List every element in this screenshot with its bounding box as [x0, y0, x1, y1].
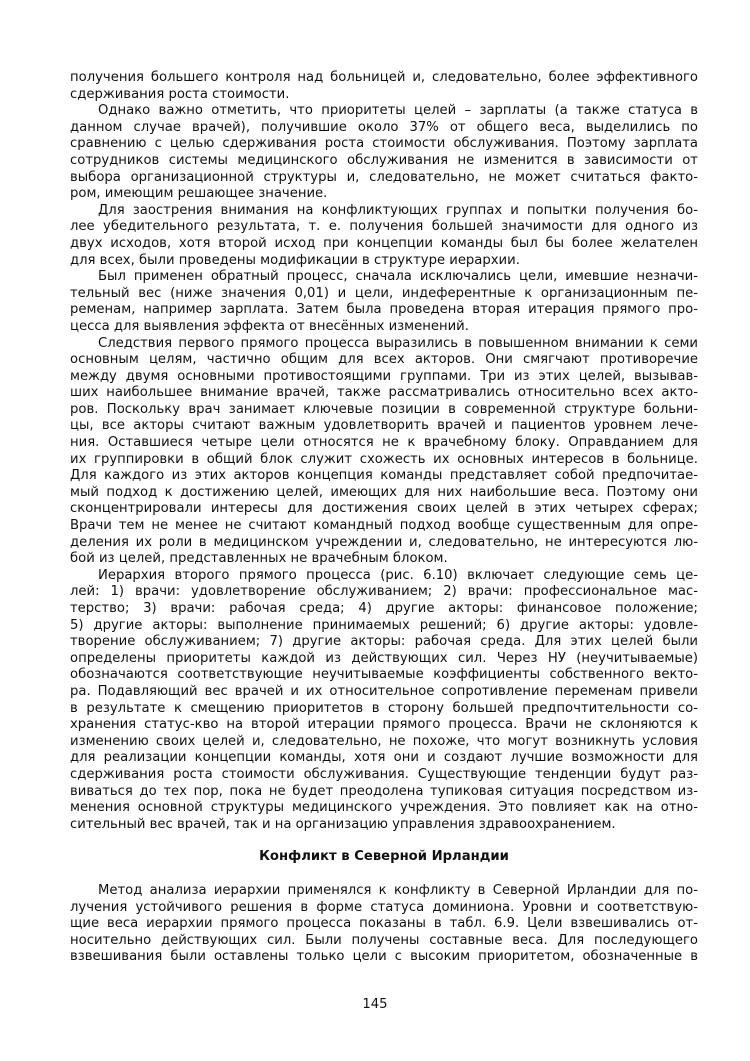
page-number: 145 — [362, 997, 388, 1012]
text-line: цесса для выявления эффекта от внесённых изменений. — [70, 318, 469, 334]
text-line: мый подход к достижению целей, имеющих для них наибольшие веса. Поэтому они — [70, 484, 698, 500]
document-page — [70, 70, 698, 966]
text-line: взвешивания были оставлены только цели с высоким приоритетом, обозначенные в — [70, 949, 698, 965]
text-line: для всех, были проведены модификации в структуре иерархии. — [70, 252, 520, 268]
text-line: ров. Поскольку врач занимает ключевые позиции в современной структуре больни- — [70, 401, 698, 417]
text-line: получения большего контроля над больницей и, следовательно, более эффективного — [70, 70, 698, 85]
text-line: Был применен обратный процесс, сначала исключались цели, имевшие незначи- — [98, 269, 698, 285]
text-line: ременам, например зарплата. Затем была проведена вторая итерация прямого про- — [70, 302, 698, 318]
text-line: Иерархия второго прямого процесса (рис. 6.10) включает следующие семь це- — [98, 567, 698, 583]
paragraph-5 — [70, 336, 698, 568]
text-line: бой из целей, представленных не врачебным блоком. — [70, 551, 448, 567]
text-line: сдерживания роста стоимости обслуживания. Существующие тенденции будут раз- — [70, 766, 698, 782]
text-line: деления их роли в медицинском учреждении и, следовательно, не интересуются лю- — [70, 534, 698, 550]
paragraph-6 — [70, 568, 698, 834]
paragraph-4 — [70, 269, 698, 335]
text-line: в результате к смещению приоритетов в сторону большей предпочтительности со- — [70, 700, 698, 716]
text-line: между двумя основными противостоящими группами. Три из этих целей, вызывав- — [70, 368, 698, 384]
text-line: ра. Подавляющий вес врачей и их относительное сопротивление переменам привели — [70, 683, 698, 699]
paragraph-1 — [70, 70, 698, 103]
section-paragraph — [70, 883, 698, 966]
text-line: сравнению с целью сдерживания роста стоимости обслуживания. Поэтому зарплата — [70, 136, 698, 152]
text-line: данном случае врачей), получившие около 37% от общего веса, выделились по — [70, 119, 698, 135]
text-line: выбора организационной структуры и, следовательно, не может считаться факто- — [70, 169, 698, 185]
paragraph-2 — [70, 103, 698, 203]
text-line: сконцентрировали интересы для достижения своих целей в этих четырех сферах; — [70, 501, 698, 517]
text-line: ния. Оставшиеся четыре цели относятся не к врачебному блоку. Оправданием для — [70, 435, 698, 451]
text-line: цы, все акторы считают важным удовлетворить врачей и пациентов уровнем лече- — [70, 418, 698, 434]
text-line: ших наибольшее внимание врачей, также рассматривались относительно всех акто- — [70, 385, 698, 401]
text-line: определены приоритеты каждой из действующих сил. Через НУ (неучитываемые) — [70, 650, 698, 666]
text-line: тельный вес (ниже значения 0,01) и цели, индеферентные к организационным пе- — [70, 285, 698, 301]
section-heading: Конфликт в Северной Ирландии — [259, 849, 509, 865]
text-line: творение обслуживанием; 7) другие акторы: рабочая среда. Для этих целей были — [70, 634, 698, 650]
text-line: Метод анализа иерархии применялся к конфликту в Северной Ирландии для по- — [98, 882, 698, 898]
text-line: Для заострения внимания на конфликтующих группах и попытки получения бо- — [98, 202, 698, 218]
text-line: носительно действующих сил. Были получены составные веса. Для последующего — [70, 932, 698, 948]
text-line: Для каждого из этих акторов концепция команды представляет собой предпочитае- — [70, 468, 698, 484]
text-line: менения основной структуры медицинского учреждения. Это повлияет как на отно- — [70, 800, 698, 816]
text-line: основным целям, частично общим для всех акторов. Они смягчают противоречие — [70, 352, 698, 368]
text-line: для реализации концепции команды, хотя они и создают лучшие возможности для — [70, 750, 698, 766]
text-line: Врачи тем не менее не считают командный подход вообще существенным для опре- — [70, 518, 698, 534]
text-line: обозначаются соответствующие неучитываемые коэффициенты собственного векто- — [70, 667, 698, 683]
text-line: сительный вес врачей, так и на организацию управления здравоохранением. — [70, 816, 616, 832]
text-line: двух исходов, хотя второй исход при концепции команды был бы более желателен — [70, 235, 698, 251]
text-line: их группировки в общий блок служит схожесть их основных интересов в больнице. — [70, 451, 698, 467]
text-line: виваться до тех пор, пока не будет преодолена тупиковая ситуация посредством из- — [70, 783, 698, 799]
text-line: ром, имеющим решающее значение. — [70, 186, 328, 202]
text-line: 5) другие акторы: выполнение принимаемых решений; 6) другие акторы: удовле- — [70, 617, 698, 633]
text-line: Однако важно отметить, что приоритеты целей – зарплаты (а также статуса в — [98, 103, 698, 119]
text-line: терство; 3) врачи: рабочая среда; 4) другие акторы: финансовое положение; — [70, 601, 698, 616]
text-line: сотрудников системы медицинского обслуживания не изменится в зависимости от — [70, 152, 698, 168]
paragraph-3 — [70, 203, 698, 269]
text-line: лучения устойчивого решения в форме статуса доминиона. Уровни и соответствую- — [70, 899, 698, 915]
text-line: сдерживания роста стоимости. — [70, 86, 290, 102]
text-line: Следствия первого прямого процесса выразились в повышенном внимании к семи — [98, 335, 698, 351]
text-line: изменению своих целей и, следовательно, не похоже, что могут возникнуть условия — [70, 733, 698, 749]
text-line: хранения статус-кво на второй итерации прямого процесса. Врачи не склоняются к — [70, 717, 698, 733]
text-line: лей: 1) врачи: удовлетворение обслуживанием; 2) врачи: профессиональное мас- — [70, 584, 698, 600]
text-line: щие веса иерархии прямого процесса показаны в табл. 6.9. Цели взвешивались от- — [70, 916, 698, 932]
text-line: лее убедительного результата, т. е. получения большей значимости для одного из — [70, 219, 698, 235]
